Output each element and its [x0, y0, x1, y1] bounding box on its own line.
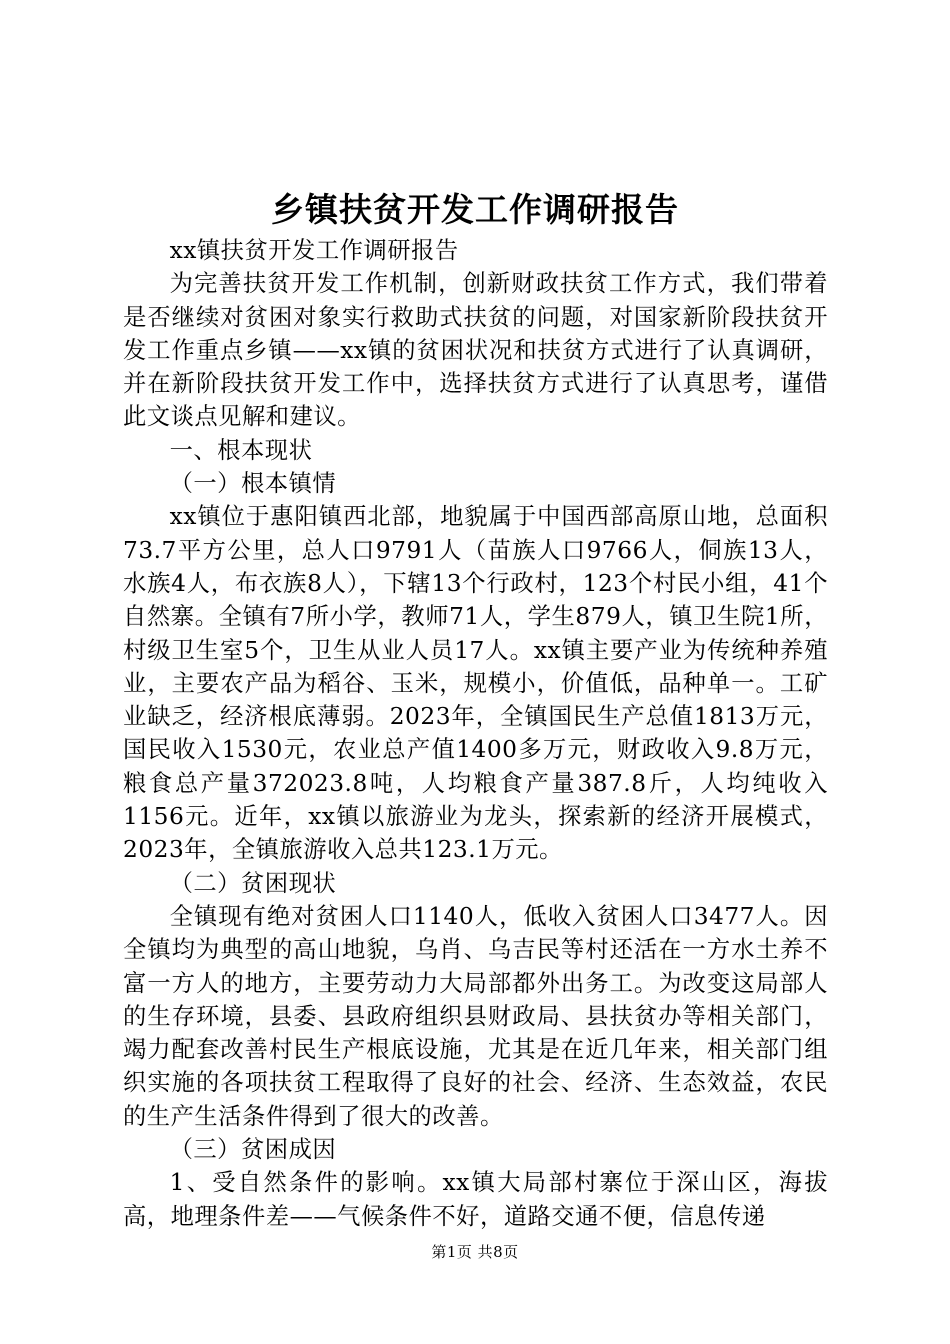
poverty-status-paragraph: 全镇现有绝对贫困人口1140人，低收入贫困人口3477人。因全镇均为典型的高山地貌，乌肖、乌吉民等村还活在一方水土养不富一方人的地方，主要劳动力大局部都外出务工。为改变这局部人的生存环境，县委、县政府组织县财政局、县扶贫办等相关部门，竭力配套改善村民生产根底设施，尤其是在近几年来，相关部门组织实施的各项扶贫工程取得了良好的社会、经济、生态效益，农民的生产生活条件得到了很大的改善。	[123, 902, 828, 1130]
subsection-heading-2: （二）贫困现状	[169, 869, 337, 897]
section-heading-1: 一、根本现状	[169, 436, 313, 464]
subsection-heading-3: （三）贫困成因	[169, 1136, 337, 1164]
page-footer: 第1页 共8页	[431, 1243, 519, 1261]
intro-paragraph: 为完善扶贫开发工作机制，创新财政扶贫工作方式，我们带着是否继续对贫困对象实行救助式扶贫的问题，对国家新阶段扶贫开发工作重点乡镇——xx镇的贫困状况和扶贫方式进行了认真调研，并在新阶段扶贫开发工作中，选择扶贫方式进行了认真思考，谨借此文谈点见解和建议。	[123, 270, 828, 431]
town-profile-paragraph: xx镇位于惠阳镇西北部，地貌属于中国西部高原山地，总面积73.7平方公里，总人口9791人（苗族人口9766人，侗族13人，水族4人，布衣族8人），下辖13个行政村，123个村民小组，41个自然寨。全镇有7所小学，教师71人，学生879人，镇卫生院1所，村级卫生室5个，卫生从业人员17人。xx镇主要产业为传统种养殖业，主要农产品为稻谷、玉米，规模小，价值低，品种单一。工矿业缺乏，经济根底薄弱。2023年，全镇国民生产总值1813万元，国民收入1530元，农业总产值1400多万元，财政收入9.8万元，粮食总产量372023.8吨，人均粮食产量387.8斤，人均纯收入1156元。近年，xx镇以旅游业为龙头，探索新的经济开展模式，2023年，全镇旅游收入总共123.1万元。	[123, 503, 828, 864]
document-title: 乡镇扶贫开发工作调研报告	[271, 190, 679, 229]
subsection-heading-1: （一）根本镇情	[169, 470, 337, 498]
document-body	[123, 234, 828, 1233]
poverty-cause-paragraph: 1、受自然条件的影响。xx镇大局部村寨位于深山区，海拔高，地理条件差——气候条件不好，道路交通不便，信息传递	[123, 1169, 828, 1230]
report-subtitle: xx镇扶贫开发工作调研报告	[169, 237, 459, 264]
